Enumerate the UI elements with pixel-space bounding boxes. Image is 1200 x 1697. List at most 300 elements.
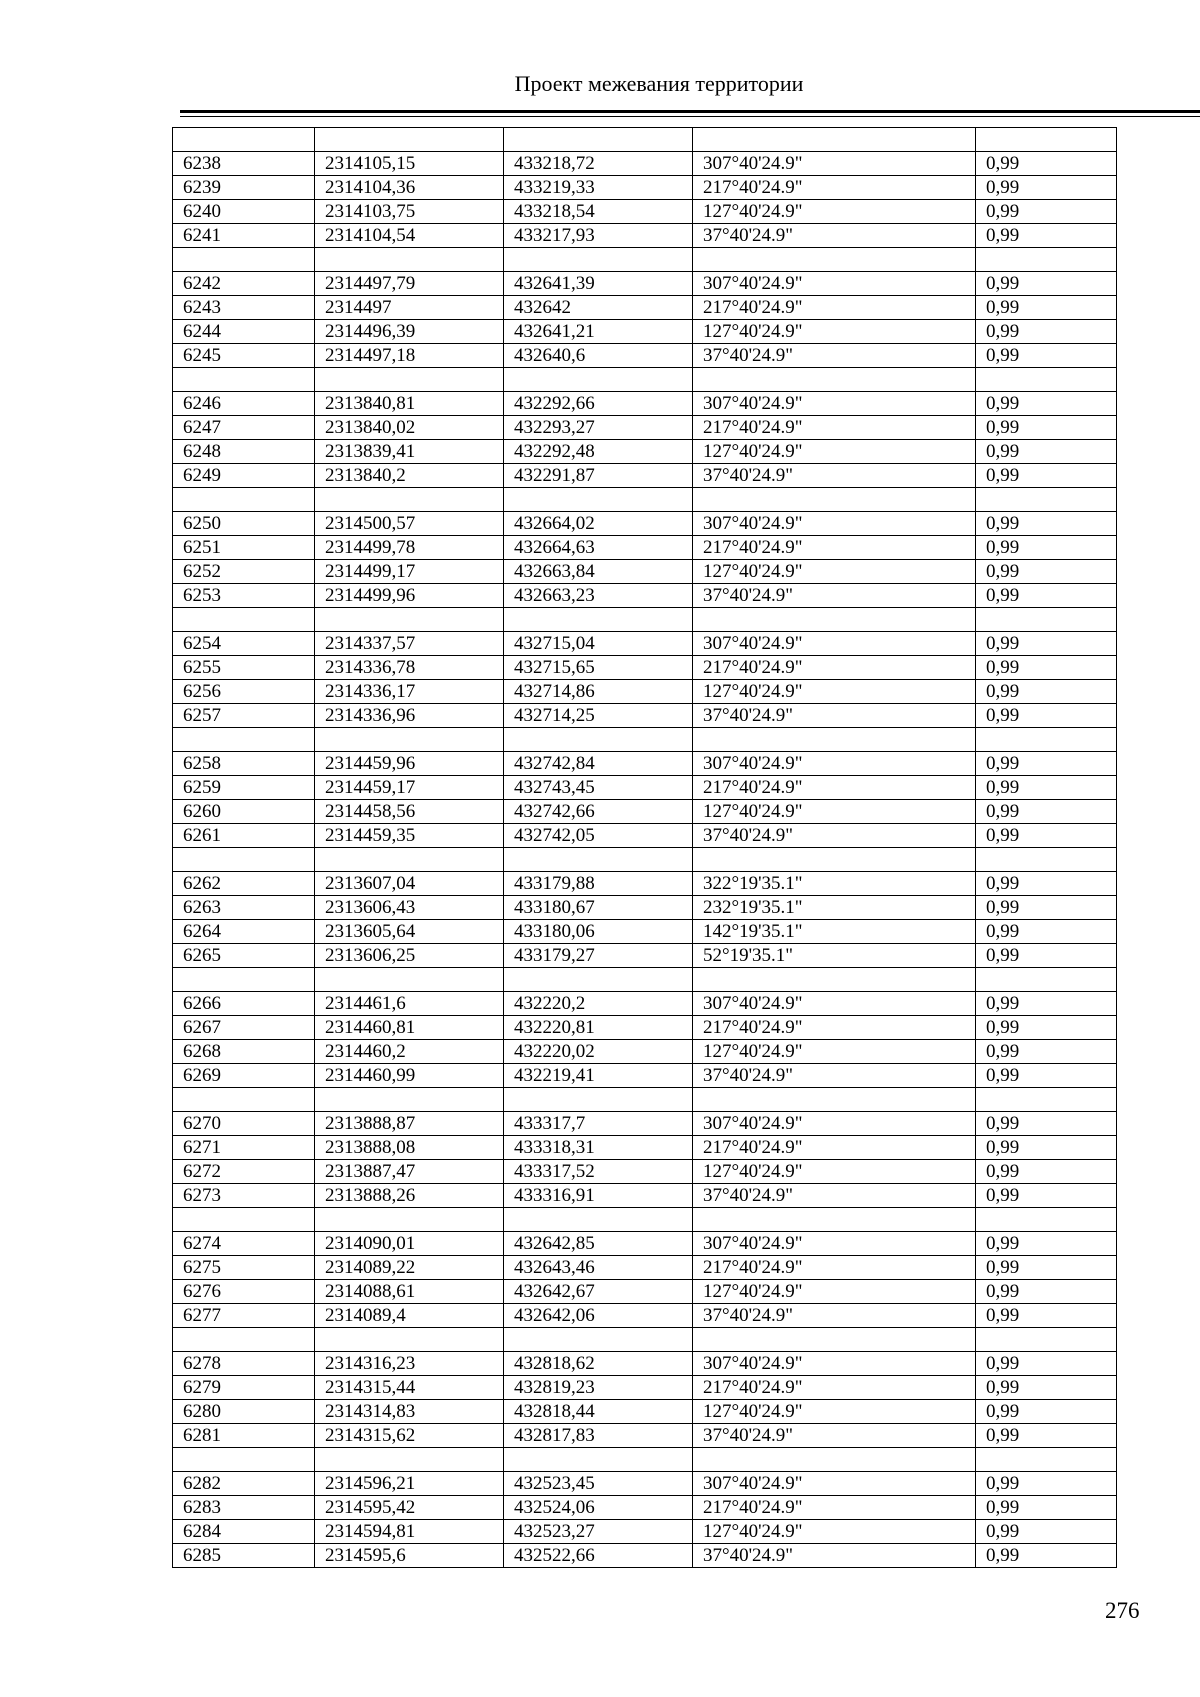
- empty-cell: [315, 128, 504, 152]
- table-row: [173, 800, 1117, 824]
- table-row: [173, 776, 1117, 800]
- point-number-cell: 6258: [173, 752, 315, 776]
- distance-cell: 0,99: [976, 512, 1117, 536]
- x-coordinate-cell: 2314459,17: [315, 776, 504, 800]
- distance-cell: 0,99: [976, 896, 1117, 920]
- bearing-cell: 127°40'24.9": [693, 1280, 976, 1304]
- distance-cell: 0,99: [976, 1352, 1117, 1376]
- table-row: [173, 920, 1117, 944]
- bearing-cell: 307°40'24.9": [693, 1112, 976, 1136]
- x-coordinate-cell: 2314315,44: [315, 1376, 504, 1400]
- y-coordinate-cell: 432819,23: [504, 1376, 693, 1400]
- table-row: [173, 896, 1117, 920]
- y-coordinate-cell: 432641,21: [504, 320, 693, 344]
- empty-cell: [173, 1448, 315, 1472]
- empty-cell: [693, 1088, 976, 1112]
- point-number-cell: 6278: [173, 1352, 315, 1376]
- y-coordinate-cell: 432642,85: [504, 1232, 693, 1256]
- bearing-cell: 37°40'24.9": [693, 1544, 976, 1568]
- point-number-cell: 6269: [173, 1064, 315, 1088]
- table-row: [173, 584, 1117, 608]
- point-number-cell: 6255: [173, 656, 315, 680]
- y-coordinate-cell: 433179,88: [504, 872, 693, 896]
- bearing-cell: 217°40'24.9": [693, 1256, 976, 1280]
- table-row: [173, 224, 1117, 248]
- separator-row: [173, 488, 1117, 512]
- y-coordinate-cell: 432641,39: [504, 272, 693, 296]
- bearing-cell: 37°40'24.9": [693, 1304, 976, 1328]
- empty-cell: [976, 728, 1117, 752]
- bearing-cell: 127°40'24.9": [693, 800, 976, 824]
- point-number-cell: 6254: [173, 632, 315, 656]
- empty-cell: [173, 488, 315, 512]
- point-number-cell: 6279: [173, 1376, 315, 1400]
- distance-cell: 0,99: [976, 872, 1117, 896]
- table-row: [173, 656, 1117, 680]
- empty-cell: [693, 608, 976, 632]
- distance-cell: 0,99: [976, 272, 1117, 296]
- empty-cell: [315, 848, 504, 872]
- x-coordinate-cell: 2314104,54: [315, 224, 504, 248]
- empty-cell: [173, 248, 315, 272]
- distance-cell: 0,99: [976, 1400, 1117, 1424]
- x-coordinate-cell: 2313606,25: [315, 944, 504, 968]
- bearing-cell: 52°19'35.1": [693, 944, 976, 968]
- distance-cell: 0,99: [976, 416, 1117, 440]
- bearing-cell: 127°40'24.9": [693, 440, 976, 464]
- separator-row: [173, 1328, 1117, 1352]
- table-row: [173, 440, 1117, 464]
- distance-cell: 0,99: [976, 1064, 1117, 1088]
- x-coordinate-cell: 2313888,26: [315, 1184, 504, 1208]
- point-number-cell: 6284: [173, 1520, 315, 1544]
- table-row: [173, 536, 1117, 560]
- empty-cell: [173, 968, 315, 992]
- bearing-cell: 307°40'24.9": [693, 992, 976, 1016]
- bearing-cell: 217°40'24.9": [693, 296, 976, 320]
- table-row: [173, 1304, 1117, 1328]
- y-coordinate-cell: 432663,84: [504, 560, 693, 584]
- empty-cell: [173, 728, 315, 752]
- point-number-cell: 6253: [173, 584, 315, 608]
- bearing-cell: 127°40'24.9": [693, 1400, 976, 1424]
- table-row: [173, 1160, 1117, 1184]
- point-number-cell: 6260: [173, 800, 315, 824]
- distance-cell: 0,99: [976, 584, 1117, 608]
- bearing-cell: 232°19'35.1": [693, 896, 976, 920]
- x-coordinate-cell: 2314336,78: [315, 656, 504, 680]
- empty-cell: [976, 248, 1117, 272]
- point-number-cell: 6275: [173, 1256, 315, 1280]
- x-coordinate-cell: 2314089,22: [315, 1256, 504, 1280]
- empty-cell: [315, 488, 504, 512]
- empty-cell: [173, 1088, 315, 1112]
- bearing-cell: 37°40'24.9": [693, 824, 976, 848]
- table-row: [173, 632, 1117, 656]
- empty-cell: [693, 1208, 976, 1232]
- empty-cell: [315, 728, 504, 752]
- empty-cell: [976, 608, 1117, 632]
- empty-cell: [504, 1088, 693, 1112]
- separator-row: [173, 608, 1117, 632]
- x-coordinate-cell: 2314460,81: [315, 1016, 504, 1040]
- x-coordinate-cell: 2314336,96: [315, 704, 504, 728]
- x-coordinate-cell: 2314460,99: [315, 1064, 504, 1088]
- y-coordinate-cell: 433317,52: [504, 1160, 693, 1184]
- point-number-cell: 6280: [173, 1400, 315, 1424]
- separator-row: [173, 248, 1117, 272]
- empty-cell: [173, 1208, 315, 1232]
- empty-cell: [315, 608, 504, 632]
- coordinates-table-body: [173, 128, 1117, 1568]
- distance-cell: 0,99: [976, 440, 1117, 464]
- y-coordinate-cell: 432292,66: [504, 392, 693, 416]
- table-row: [173, 704, 1117, 728]
- point-number-cell: 6262: [173, 872, 315, 896]
- empty-cell: [976, 488, 1117, 512]
- y-coordinate-cell: 432818,44: [504, 1400, 693, 1424]
- x-coordinate-cell: 2314458,56: [315, 800, 504, 824]
- y-coordinate-cell: 433179,27: [504, 944, 693, 968]
- y-coordinate-cell: 432742,66: [504, 800, 693, 824]
- empty-cell: [693, 848, 976, 872]
- bearing-cell: 127°40'24.9": [693, 1520, 976, 1544]
- y-coordinate-cell: 432292,48: [504, 440, 693, 464]
- separator-row: [173, 728, 1117, 752]
- empty-cell: [693, 248, 976, 272]
- table-row: [173, 464, 1117, 488]
- distance-cell: 0,99: [976, 152, 1117, 176]
- empty-cell: [693, 1328, 976, 1352]
- y-coordinate-cell: 433217,93: [504, 224, 693, 248]
- distance-cell: 0,99: [976, 680, 1117, 704]
- x-coordinate-cell: 2314499,96: [315, 584, 504, 608]
- x-coordinate-cell: 2314088,61: [315, 1280, 504, 1304]
- y-coordinate-cell: 432642: [504, 296, 693, 320]
- empty-cell: [315, 968, 504, 992]
- table-row: [173, 344, 1117, 368]
- table-row: [173, 272, 1117, 296]
- distance-cell: 0,99: [976, 920, 1117, 944]
- empty-cell: [173, 368, 315, 392]
- y-coordinate-cell: 432220,02: [504, 1040, 693, 1064]
- point-number-cell: 6249: [173, 464, 315, 488]
- bearing-cell: 217°40'24.9": [693, 1136, 976, 1160]
- empty-cell: [504, 1328, 693, 1352]
- y-coordinate-cell: 433180,06: [504, 920, 693, 944]
- table-row: [173, 680, 1117, 704]
- y-coordinate-cell: 432293,27: [504, 416, 693, 440]
- distance-cell: 0,99: [976, 1304, 1117, 1328]
- y-coordinate-cell: 432642,67: [504, 1280, 693, 1304]
- separator-row: [173, 1208, 1117, 1232]
- point-number-cell: 6242: [173, 272, 315, 296]
- bearing-cell: 322°19'35.1": [693, 872, 976, 896]
- y-coordinate-cell: 433218,54: [504, 200, 693, 224]
- empty-cell: [504, 248, 693, 272]
- table-row: [173, 1472, 1117, 1496]
- x-coordinate-cell: 2314315,62: [315, 1424, 504, 1448]
- point-number-cell: 6251: [173, 536, 315, 560]
- x-coordinate-cell: 2313839,41: [315, 440, 504, 464]
- point-number-cell: 6270: [173, 1112, 315, 1136]
- table-row: [173, 1232, 1117, 1256]
- x-coordinate-cell: 2314089,4: [315, 1304, 504, 1328]
- y-coordinate-cell: 432220,81: [504, 1016, 693, 1040]
- bearing-cell: 37°40'24.9": [693, 584, 976, 608]
- empty-cell: [693, 968, 976, 992]
- bearing-cell: 307°40'24.9": [693, 1232, 976, 1256]
- y-coordinate-cell: 432219,41: [504, 1064, 693, 1088]
- distance-cell: 0,99: [976, 536, 1117, 560]
- point-number-cell: 6273: [173, 1184, 315, 1208]
- x-coordinate-cell: 2314595,42: [315, 1496, 504, 1520]
- point-number-cell: 6266: [173, 992, 315, 1016]
- table-row: [173, 200, 1117, 224]
- y-coordinate-cell: 432742,84: [504, 752, 693, 776]
- y-coordinate-cell: 432523,45: [504, 1472, 693, 1496]
- table-row: [173, 176, 1117, 200]
- y-coordinate-cell: 432743,45: [504, 776, 693, 800]
- x-coordinate-cell: 2314337,57: [315, 632, 504, 656]
- distance-cell: 0,99: [976, 752, 1117, 776]
- bearing-cell: 37°40'24.9": [693, 1184, 976, 1208]
- separator-row: [173, 1088, 1117, 1112]
- empty-cell: [504, 1448, 693, 1472]
- y-coordinate-cell: 432664,63: [504, 536, 693, 560]
- empty-cell: [693, 368, 976, 392]
- bearing-cell: 307°40'24.9": [693, 152, 976, 176]
- y-coordinate-cell: 433219,33: [504, 176, 693, 200]
- point-number-cell: 6252: [173, 560, 315, 584]
- bearing-cell: 127°40'24.9": [693, 560, 976, 584]
- distance-cell: 0,99: [976, 1160, 1117, 1184]
- bearing-cell: 307°40'24.9": [693, 632, 976, 656]
- y-coordinate-cell: 432663,23: [504, 584, 693, 608]
- x-coordinate-cell: 2314497,79: [315, 272, 504, 296]
- table-row: [173, 1520, 1117, 1544]
- bearing-cell: 127°40'24.9": [693, 320, 976, 344]
- distance-cell: 0,99: [976, 1472, 1117, 1496]
- x-coordinate-cell: 2314497: [315, 296, 504, 320]
- point-number-cell: 6261: [173, 824, 315, 848]
- x-coordinate-cell: 2314496,39: [315, 320, 504, 344]
- empty-cell: [976, 1208, 1117, 1232]
- table-row: [173, 944, 1117, 968]
- separator-row: [173, 368, 1117, 392]
- empty-cell: [504, 488, 693, 512]
- empty-cell: [315, 1328, 504, 1352]
- table-row: [173, 560, 1117, 584]
- empty-cell: [504, 968, 693, 992]
- x-coordinate-cell: 2314499,17: [315, 560, 504, 584]
- distance-cell: 0,99: [976, 776, 1117, 800]
- bearing-cell: 37°40'24.9": [693, 1064, 976, 1088]
- empty-cell: [504, 608, 693, 632]
- x-coordinate-cell: 2314336,17: [315, 680, 504, 704]
- point-number-cell: 6264: [173, 920, 315, 944]
- y-coordinate-cell: 433318,31: [504, 1136, 693, 1160]
- point-number-cell: 6265: [173, 944, 315, 968]
- distance-cell: 0,99: [976, 1184, 1117, 1208]
- table-row: [173, 1184, 1117, 1208]
- table-row: [173, 320, 1117, 344]
- distance-cell: 0,99: [976, 1544, 1117, 1568]
- x-coordinate-cell: 2313605,64: [315, 920, 504, 944]
- table-row: [173, 1256, 1117, 1280]
- distance-cell: 0,99: [976, 992, 1117, 1016]
- y-coordinate-cell: 432220,2: [504, 992, 693, 1016]
- table-row: [173, 392, 1117, 416]
- bearing-cell: 307°40'24.9": [693, 392, 976, 416]
- point-number-cell: 6268: [173, 1040, 315, 1064]
- empty-cell: [504, 1208, 693, 1232]
- bearing-cell: 217°40'24.9": [693, 536, 976, 560]
- table-row: [173, 152, 1117, 176]
- point-number-cell: 6277: [173, 1304, 315, 1328]
- header-rule-thick: [180, 110, 1200, 113]
- y-coordinate-cell: 432523,27: [504, 1520, 693, 1544]
- y-coordinate-cell: 433317,7: [504, 1112, 693, 1136]
- bearing-cell: 37°40'24.9": [693, 464, 976, 488]
- empty-cell: [976, 368, 1117, 392]
- y-coordinate-cell: 432742,05: [504, 824, 693, 848]
- distance-cell: 0,99: [976, 656, 1117, 680]
- bearing-cell: 217°40'24.9": [693, 1376, 976, 1400]
- point-number-cell: 6244: [173, 320, 315, 344]
- bearing-cell: 307°40'24.9": [693, 272, 976, 296]
- point-number-cell: 6283: [173, 1496, 315, 1520]
- x-coordinate-cell: 2313840,02: [315, 416, 504, 440]
- point-number-cell: 6250: [173, 512, 315, 536]
- empty-cell: [693, 488, 976, 512]
- table-row: [173, 1376, 1117, 1400]
- distance-cell: 0,99: [976, 344, 1117, 368]
- point-number-cell: 6239: [173, 176, 315, 200]
- distance-cell: 0,99: [976, 464, 1117, 488]
- y-coordinate-cell: 432664,02: [504, 512, 693, 536]
- x-coordinate-cell: 2314314,83: [315, 1400, 504, 1424]
- table-row: [173, 1352, 1117, 1376]
- point-number-cell: 6257: [173, 704, 315, 728]
- bearing-cell: 217°40'24.9": [693, 1496, 976, 1520]
- distance-cell: 0,99: [976, 176, 1117, 200]
- empty-cell: [693, 128, 976, 152]
- point-number-cell: 6256: [173, 680, 315, 704]
- y-coordinate-cell: 433180,67: [504, 896, 693, 920]
- y-coordinate-cell: 432640,6: [504, 344, 693, 368]
- empty-cell: [315, 1088, 504, 1112]
- bearing-cell: 37°40'24.9": [693, 224, 976, 248]
- empty-cell: [315, 1448, 504, 1472]
- table-row: [173, 1040, 1117, 1064]
- bearing-cell: 127°40'24.9": [693, 1040, 976, 1064]
- y-coordinate-cell: 432817,83: [504, 1424, 693, 1448]
- empty-cell: [315, 1208, 504, 1232]
- y-coordinate-cell: 432642,06: [504, 1304, 693, 1328]
- bearing-cell: 307°40'24.9": [693, 1352, 976, 1376]
- separator-row: [173, 1448, 1117, 1472]
- y-coordinate-cell: 432522,66: [504, 1544, 693, 1568]
- empty-cell: [315, 248, 504, 272]
- y-coordinate-cell: 432524,06: [504, 1496, 693, 1520]
- table-row: [173, 872, 1117, 896]
- x-coordinate-cell: 2313888,08: [315, 1136, 504, 1160]
- table-row: [173, 824, 1117, 848]
- point-number-cell: 6247: [173, 416, 315, 440]
- x-coordinate-cell: 2314460,2: [315, 1040, 504, 1064]
- distance-cell: 0,99: [976, 1040, 1117, 1064]
- x-coordinate-cell: 2313887,47: [315, 1160, 504, 1184]
- point-number-cell: 6259: [173, 776, 315, 800]
- point-number-cell: 6246: [173, 392, 315, 416]
- y-coordinate-cell: 432818,62: [504, 1352, 693, 1376]
- point-number-cell: 6285: [173, 1544, 315, 1568]
- empty-cell: [976, 1328, 1117, 1352]
- table-row: [173, 512, 1117, 536]
- empty-cell: [693, 728, 976, 752]
- distance-cell: 0,99: [976, 1136, 1117, 1160]
- table-row: [173, 992, 1117, 1016]
- bearing-cell: 217°40'24.9": [693, 776, 976, 800]
- y-coordinate-cell: 432715,65: [504, 656, 693, 680]
- empty-cell: [976, 1088, 1117, 1112]
- x-coordinate-cell: 2314104,36: [315, 176, 504, 200]
- distance-cell: 0,99: [976, 200, 1117, 224]
- distance-cell: 0,99: [976, 1376, 1117, 1400]
- bearing-cell: 142°19'35.1": [693, 920, 976, 944]
- x-coordinate-cell: 2314105,15: [315, 152, 504, 176]
- distance-cell: 0,99: [976, 296, 1117, 320]
- bearing-cell: 37°40'24.9": [693, 344, 976, 368]
- point-number-cell: 6243: [173, 296, 315, 320]
- bearing-cell: 217°40'24.9": [693, 176, 976, 200]
- table-row: [173, 1136, 1117, 1160]
- empty-cell: [976, 128, 1117, 152]
- bearing-cell: 127°40'24.9": [693, 1160, 976, 1184]
- x-coordinate-cell: 2314595,6: [315, 1544, 504, 1568]
- point-number-cell: 6240: [173, 200, 315, 224]
- x-coordinate-cell: 2314459,35: [315, 824, 504, 848]
- coordinates-table: [172, 127, 1117, 1568]
- x-coordinate-cell: 2314499,78: [315, 536, 504, 560]
- distance-cell: 0,99: [976, 1424, 1117, 1448]
- empty-cell: [504, 848, 693, 872]
- x-coordinate-cell: 2313607,04: [315, 872, 504, 896]
- x-coordinate-cell: 2313840,2: [315, 464, 504, 488]
- bearing-cell: 217°40'24.9": [693, 416, 976, 440]
- bearing-cell: 37°40'24.9": [693, 704, 976, 728]
- table-row: [173, 1544, 1117, 1568]
- point-number-cell: 6276: [173, 1280, 315, 1304]
- bearing-cell: 307°40'24.9": [693, 752, 976, 776]
- distance-cell: 0,99: [976, 560, 1117, 584]
- y-coordinate-cell: 432715,04: [504, 632, 693, 656]
- distance-cell: 0,99: [976, 224, 1117, 248]
- distance-cell: 0,99: [976, 392, 1117, 416]
- distance-cell: 0,99: [976, 944, 1117, 968]
- point-number-cell: 6245: [173, 344, 315, 368]
- point-number-cell: 6241: [173, 224, 315, 248]
- distance-cell: 0,99: [976, 824, 1117, 848]
- y-coordinate-cell: 433218,72: [504, 152, 693, 176]
- table-row: [173, 1400, 1117, 1424]
- point-number-cell: 6281: [173, 1424, 315, 1448]
- table-row: [173, 296, 1117, 320]
- table-row: [173, 1496, 1117, 1520]
- x-coordinate-cell: 2314459,96: [315, 752, 504, 776]
- empty-cell: [504, 728, 693, 752]
